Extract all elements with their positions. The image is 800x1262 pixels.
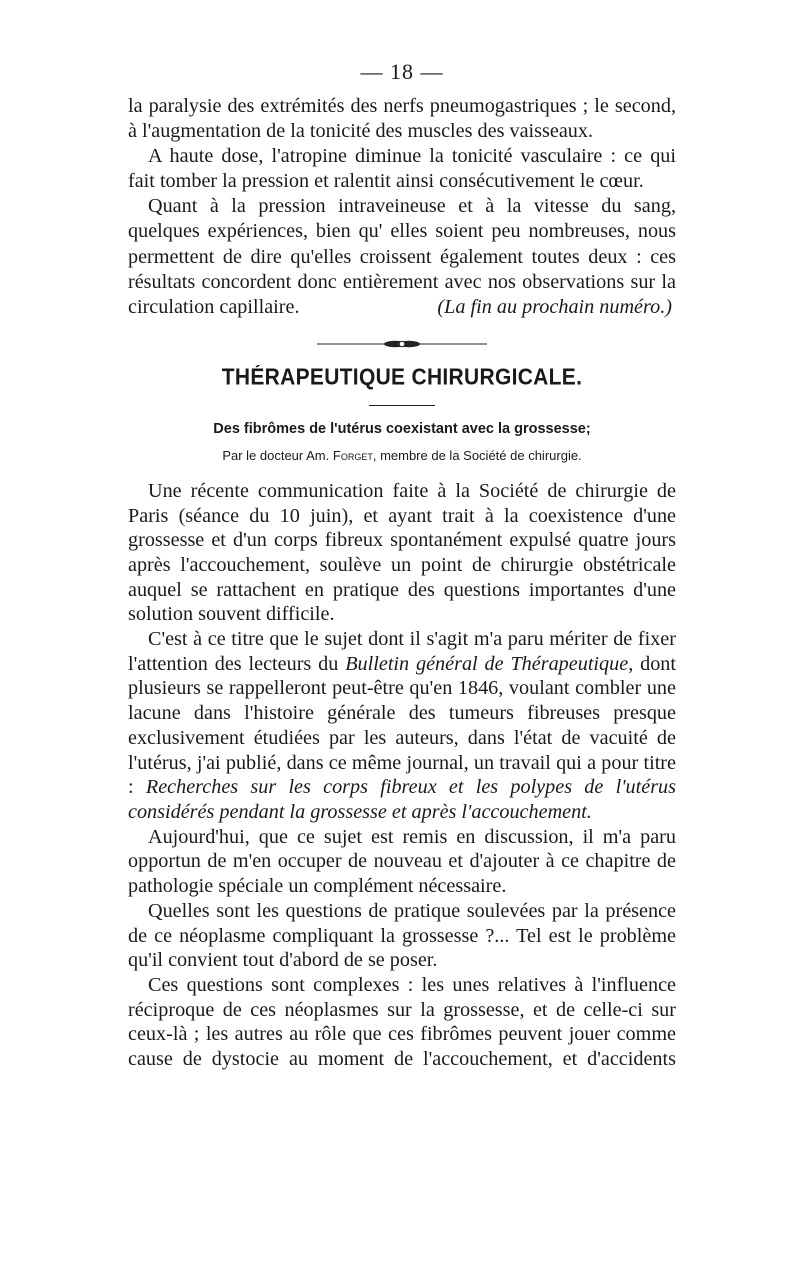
section-title: THÉRAPEUTIQUE CHIRURGICALE. xyxy=(221,364,583,390)
continuation-note: (La fin au prochain numéro.) xyxy=(437,295,672,318)
ornament-divider xyxy=(317,338,487,350)
p2-text-b: , dont plusieurs se rappelleront peut-être qu'en 1846, voulant combler une lacune dans l'histoire générale des tumeurs fibreuses presque exclusivement étudiées par les auteurs, dans l'état de vacuité de l'utérus, j'ai publié, dans ce même journal, un travail qui a pour titre : xyxy=(128,652,676,799)
p2-work-title: Recherches sur les corps fibreux et les polypes de l'utérus considérés pendant la grossesse et après l'accouchement. xyxy=(128,776,676,823)
article-body xyxy=(128,479,676,1072)
byline-suffix: , membre de la Société de chirurgie. xyxy=(372,447,582,463)
continuation-paragraph-2: A haute dose, l'atropine diminue la tonicité vasculaire : ce qui fait tomber la pression et ralentit ainsi consécutivement le cœur. xyxy=(128,145,676,193)
article-paragraph-5: Ces questions sont complexes : les unes relatives à l'influence réciproque de ces néoplasmes sur la grossesse, et de celle-ci sur ceux-là ; les autres au rôle que ces fibrômes peuvent jouer comme cause de dystocie au moment de l'accouchement, et d'accidents xyxy=(128,973,676,1071)
continuation-paragraph-1: la paralysie des extrémités des nerfs pneumogastriques ; le second, à l'augmentation de la tonicité des muscles des vaisseaux. xyxy=(128,95,676,143)
page xyxy=(128,58,676,1072)
p2-text-a: C'est à ce titre que le sujet dont il s'agit m'a paru mériter de fixer l'attention des lecteurs du xyxy=(128,628,676,675)
byline-author: Forget xyxy=(332,447,373,463)
continuation-last-line: circulation capillaire. xyxy=(128,295,300,318)
byline-prefix: Par le docteur Am. xyxy=(222,447,330,463)
continuation-paragraph-3: Quant à la pression intraveineuse et à la vitesse du sang, quelques expériences, bien qu' elles soient peu nombreuses, nous permettent de dire qu'elles croissent également toutes deux : ces résultats concordent donc entièrement avec nos observations sur la xyxy=(128,195,676,293)
article-paragraph-4: Quelles sont les questions de pratique soulevées par la présence de ce néoplasme compliquant la grossesse ?... Tel est le problème qu'il convient tout d'abord de se poser. xyxy=(128,899,676,972)
article-paragraph-2 xyxy=(128,627,676,825)
article-title: Des fibrômes de l'utérus coexistant avec la grossesse; xyxy=(213,420,591,437)
p2-journal-title: Bulletin général de Thérapeutique xyxy=(345,652,629,675)
article-paragraph-1: Une récente communication faite à la Société de chirurgie de Paris (séance du 10 juin), et ayant trait à la coexistence d'une grossesse et d'un corps fibreux spontanément expulsé quatre jours après l'accouchement, soulève un point de chirurgie obstétricale auquel se rattachent en pratique des questions importantes d'une solution souvent difficile. xyxy=(128,479,676,626)
article-paragraph-3: Aujourd'hui, que ce sujet est remis en discussion, il m'a paru opportun de m'en occuper de nouveau et d'ajouter à ce chapitre de pathologie spéciale un complément nécessaire. xyxy=(128,825,676,898)
page-number: — 18 — xyxy=(360,59,444,84)
article-byline xyxy=(128,446,676,466)
title-rule xyxy=(369,405,435,406)
continuation-ending xyxy=(128,295,676,320)
